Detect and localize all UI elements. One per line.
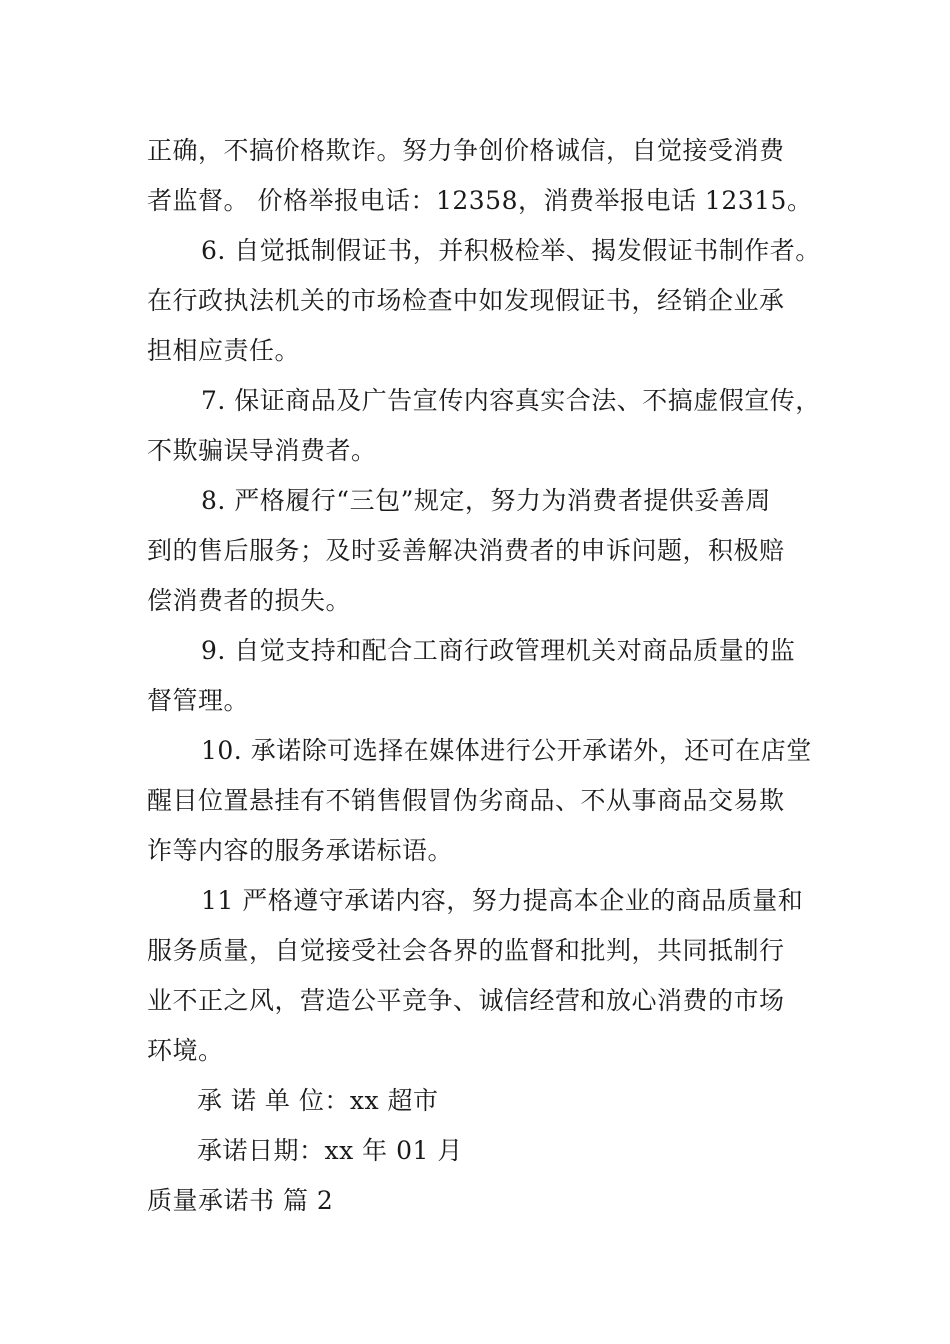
- text-line: 在行政执法机关的市场检查中如发现假证书，经销企业承: [147, 286, 785, 315]
- document-body: [147, 126, 821, 1226]
- paragraph-price-continuation: [147, 126, 817, 226]
- text-line: 9. 自觉支持和配合工商行政管理机关对商品质量的监: [201, 636, 796, 665]
- item-8: [147, 476, 817, 626]
- text-line: 不欺骗误导消费者。: [147, 436, 377, 465]
- text-line: 10. 承诺除可选择在媒体进行公开承诺外，还可在店堂: [201, 736, 812, 765]
- text-line: 11 严格遵守承诺内容，努力提高本企业的商品质量和: [201, 886, 804, 915]
- next-section-heading: 质量承诺书 篇 2: [147, 1186, 334, 1215]
- text-line: 偿消费者的损失。: [147, 586, 352, 615]
- item-7: [147, 376, 821, 476]
- text-line: 7. 保证商品及广告宣传内容真实合法、不搞虚假宣传，: [201, 386, 821, 415]
- signature-date: 承诺日期：xx 年 01 月: [197, 1136, 463, 1165]
- text-line: 服务质量，自觉接受社会各界的监督和批判，共同抵制行: [147, 936, 785, 965]
- text-line: 6. 自觉抵制假证书，并积极检举、揭发假证书制作者。: [201, 236, 821, 265]
- text-line: 8. 严格履行“三包”规定，努力为消费者提供妥善周: [201, 486, 771, 515]
- text-line: 醒目位置悬挂有不销售假冒伪劣商品、不从事商品交易欺: [147, 786, 785, 815]
- text-line: 诈等内容的服务承诺标语。: [147, 836, 454, 865]
- text-line: 正确，不搞价格欺诈。努力争创价格诚信，自觉接受消费: [147, 136, 785, 165]
- text-line: 业不正之风，营造公平竞争、诚信经营和放心消费的市场: [147, 986, 785, 1015]
- text-line: 者监督。 价格举报电话：12358，消费举报电话 12315。: [147, 186, 813, 215]
- item-11: [147, 876, 817, 1076]
- item-9: [147, 626, 817, 726]
- text-line: 督管理。: [147, 686, 250, 715]
- signature-unit: 承 诺 单 位：xx 超市: [197, 1086, 439, 1115]
- text-line: 到的售后服务；及时妥善解决消费者的申诉问题，积极赔: [147, 536, 785, 565]
- text-line: 担相应责任。: [147, 336, 301, 365]
- text-line: 环境。: [147, 1036, 224, 1065]
- item-6: [147, 226, 821, 376]
- item-10: [147, 726, 817, 876]
